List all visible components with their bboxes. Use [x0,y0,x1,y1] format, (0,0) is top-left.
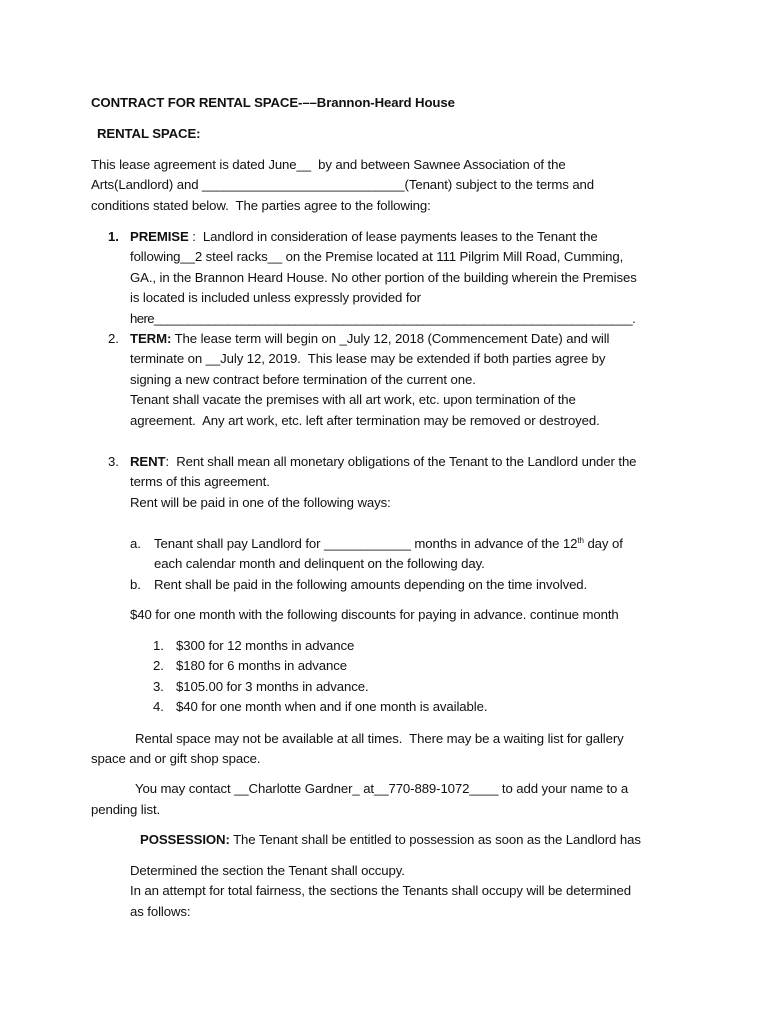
term-number: 2. [108,331,119,346]
availability-line: Rental space may not be available at all times. There may be a waiting list for gallery [135,731,624,746]
option-b: Rent shall be paid in the following amounts depending on the time involved. [154,577,588,592]
option-letter: b. [130,577,141,592]
term-label: TERM: [130,331,172,346]
ordinal-suffix: th [577,536,584,545]
availability-line: space and or gift shop space. [91,751,261,766]
possession-line: Determined the section the Tenant shall occupy. [130,863,405,878]
discount-item: $40 for one month when and if one month is available. [176,699,488,714]
term-line: terminate on __July 12, 2019. This lease may be extended if both parties agree by [130,351,606,366]
option-a-text: Tenant shall pay Landlord for ____________ months in advance of the 12 [154,536,578,551]
possession-text: The Tenant shall be entitled to possession as soon as the Landlord has [229,832,641,847]
rent-line: terms of this agreement. [130,474,270,489]
discount-number: 2. [153,658,164,673]
premise-number: 1. [108,229,119,244]
option-letter: a. [130,536,141,551]
rent-number: 3. [108,454,119,469]
term-line: signing a new contract before termination of the current one. [130,372,476,387]
option-a-continuation: each calendar month and delinquent on the following day. [154,556,485,571]
rent-label: RENT [130,454,166,469]
contact-line: pending list. [91,802,161,817]
rent-text: : Rent shall mean all monetary obligations of the Tenant to the Landlord under the [165,454,637,469]
discount-number: 3. [153,679,164,694]
discount-number: 1. [153,638,164,653]
rent-heading [130,452,636,473]
possession-line: In an attempt for total fairness, the sections the Tenants shall occupy will be determined [130,883,631,898]
term-line: agreement. Any art work, etc. left after termination may be removed or destroyed. [130,413,600,428]
premise-label: PREMISE [130,229,189,244]
contract-title: CONTRACT FOR RENTAL SPACE-––Brannon-Heard House [91,95,455,110]
option-a-text-end: day of [583,536,623,551]
intro-line: conditions stated below. The parties agree to the following: [91,198,431,213]
premise-line: following__2 steel racks__ on the Premise located at 111 Pilgrim Mill Road, Cumming, [130,249,624,264]
option-a [154,534,623,555]
rent-line: Rent will be paid in one of the following ways: [130,495,391,510]
term-heading [130,329,609,350]
premise-line: GA., in the Brannon Heard House. No other portion of the building wherein the Premises [130,270,637,285]
premise-line: here_______________________________________________________________________. [130,311,636,326]
premise-heading [130,227,598,248]
premise-text: : Landlord in consideration of lease payments leases to the Tenant the [188,229,598,244]
discount-item: $300 for 12 months in advance [176,638,355,653]
rental-space-heading: RENTAL SPACE: [97,126,201,141]
intro-line: This lease agreement is dated June__ by and between Sawnee Association of the [91,157,566,172]
discount-intro: $40 for one month with the following discounts for paying in advance. continue month [130,607,619,622]
term-text: The lease term will begin on _July 12, 2018 (Commencement Date) and will [171,331,610,346]
possession-line: as follows: [130,904,191,919]
term-line: Tenant shall vacate the premises with all art work, etc. upon termination of the [130,392,576,407]
intro-line: Arts(Landlord) and ____________________________(Tenant) subject to the terms and [91,177,595,192]
premise-line: is located is included unless expressly provided for [130,290,421,305]
possession-heading [140,830,641,851]
discount-number: 4. [153,699,164,714]
contact-line: You may contact __Charlotte Gardner_ at__770-889-1072____ to add your name to a [135,781,629,796]
possession-label: POSSESSION: [140,832,230,847]
discount-item: $105.00 for 3 months in advance. [176,679,369,694]
discount-item: $180 for 6 months in advance [176,658,347,673]
